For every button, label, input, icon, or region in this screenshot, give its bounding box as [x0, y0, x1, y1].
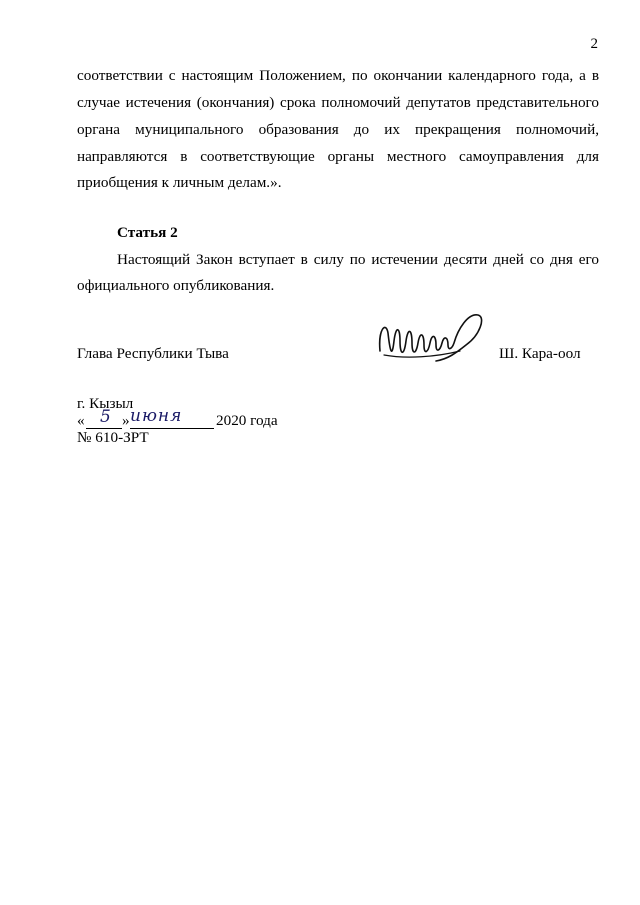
date-year: 2020 года: [216, 412, 278, 429]
body-line-3: органа муниципального образования до их прекращения полномочий,: [77, 121, 599, 138]
date-close-quote: »: [122, 412, 130, 429]
law-number: № 610-ЗРТ: [77, 429, 149, 446]
article-line-2: официального опубликования.: [77, 277, 275, 294]
body-line-4: направляются в соответствующие органы местного самоуправления для: [77, 148, 599, 165]
article-line-1: Настоящий Закон вступает в силу по истечении десяти дней со дня его: [117, 251, 599, 268]
article-title: Статья 2: [117, 224, 178, 241]
signatory-position: Глава Республики Тыва: [77, 345, 229, 362]
handwritten-signature: [376, 311, 486, 373]
date-open-quote: «: [77, 412, 85, 429]
signatory-name: Ш. Кара-оол: [499, 345, 581, 362]
body-line-5: приобщения к личным делам.».: [77, 174, 282, 191]
body-line-1: соответствии с настоящим Положением, по окончании календарного года, а в: [77, 67, 599, 84]
date-month-handwritten: июня: [130, 406, 183, 426]
page-number: 2: [590, 36, 598, 52]
date-day-handwritten: 5: [100, 407, 111, 427]
place: г. Кызыл: [77, 395, 134, 412]
body-line-2: случае истечения (окончания) срока полномочий депутатов представительного: [77, 94, 599, 111]
